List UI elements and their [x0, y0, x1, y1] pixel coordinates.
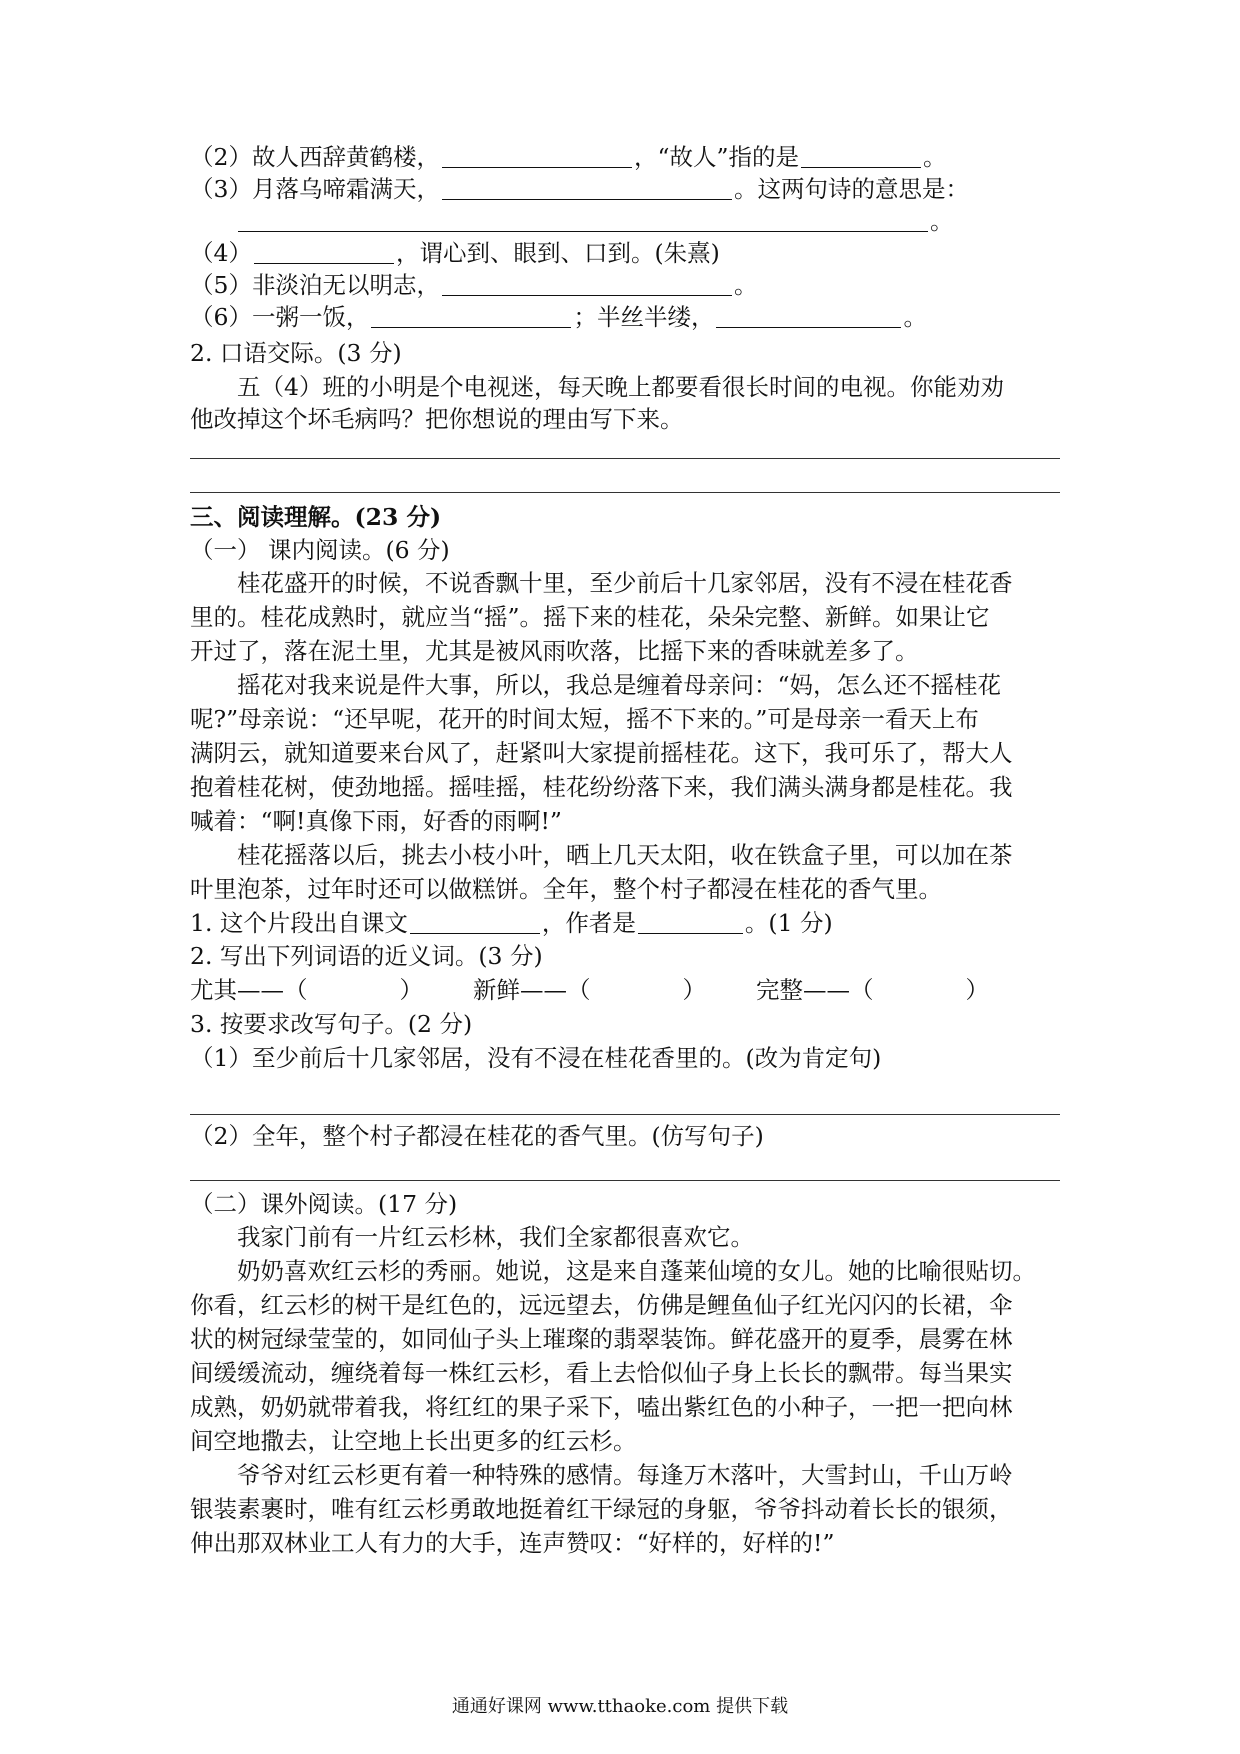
oral-prompt-line: 五（4）班的小明是个电视迷，每天晚上都要看很长时间的电视。你能劝劝 — [237, 373, 1004, 401]
passage-line: 状的树冠绿莹莹的，如同仙子头上璀璨的翡翠装饰。鲜花盛开的夏季，晨雾在林 — [190, 1325, 1013, 1353]
passage-line: 满阴云，就知道要来台风了，赶紧叫大家提前摇桂花。这下，我可乐了，帮大人 — [190, 739, 1013, 767]
passage-line: 桂花摇落以后，挑去小枝小叶，晒上几天太阳，收在铁盒子里，可以加在茶 — [237, 841, 1013, 869]
answer-blank[interactable] — [442, 271, 732, 296]
synonym-item: 完整——（ — [756, 976, 874, 1004]
answer-line[interactable] — [190, 492, 1060, 493]
poem-line-3: （3）月落乌啼霜满天， 。这两句诗的意思是： — [190, 175, 969, 203]
answer-blank[interactable] — [801, 143, 921, 168]
passage-line: 叶里泡茶，过年时还可以做糕饼。全年，整个村子都浸在桂花的香气里。 — [190, 875, 942, 903]
poem-line-4: （4） ，谓心到、眼到、口到。(朱熹) — [190, 239, 720, 267]
passage-line: 成熟，奶奶就带着我，将红红的果子采下，嗑出紫红色的小种子，一把一把向林 — [190, 1393, 1013, 1421]
question-3-2: （2）全年，整个村子都浸在桂花的香气里。(仿写句子) — [190, 1122, 764, 1150]
passage-line: 里的。桂花成熟时，就应当“摇”。摇下来的桂花，朵朵完整、新鲜。如果让它 — [190, 603, 990, 631]
passage-line: 银装素裹时，唯有红云杉勇敢地挺着红干绿冠的身躯，爷爷抖动着长长的银须， — [190, 1495, 1013, 1523]
answer-blank[interactable] — [410, 909, 540, 934]
oral-prompt-line: 他改掉这个坏毛病吗？把你想说的理由写下来。 — [190, 405, 684, 433]
synonym-item: 新鲜——（ — [473, 976, 591, 1004]
poem-line-2: （2）故人西辞黄鹤楼， ，“故人”指的是 。 — [190, 143, 947, 171]
passage-line: 伸出那双林业工人有力的大手，连声赞叹：“好样的，好样的!” — [190, 1529, 835, 1557]
page-footer: 通通好课网 www.tthaoke.com 提供下载 — [451, 1696, 789, 1717]
answer-blank[interactable] — [254, 239, 394, 264]
passage-line: 摇花对我来说是件大事，所以，我总是缠着母亲问：“妈，怎么还不摇桂花 — [237, 671, 1002, 699]
answer-line[interactable] — [190, 1180, 1060, 1181]
passage-line: 呢?”母亲说：“还早呢，花开的时间太短，摇不下来的。”可是母亲一看天上布 — [190, 705, 979, 733]
answer-blank[interactable] — [638, 909, 743, 934]
poem-line-5: （5）非淡泊无以明志， 。 — [190, 271, 758, 299]
passage-line: 间缓缓流动，缠绕着每一株红云杉，看上去恰似仙子身上长长的飘带。每当果实 — [190, 1359, 1013, 1387]
question-1: 1. 这个片段出自课文 ，作者是 。(1 分) — [190, 909, 833, 937]
answer-blank[interactable] — [371, 303, 571, 328]
passage-line: 喊着：“啊!真像下雨，好香的雨啊!” — [190, 807, 562, 835]
answer-blank[interactable] — [716, 303, 901, 328]
answer-line[interactable] — [190, 458, 1060, 459]
part-title: （一） 课内阅读。(6 分) — [190, 536, 450, 564]
passage-line: 间空地撒去，让空地上长出更多的红云杉。 — [190, 1427, 637, 1455]
question-3: 3. 按要求改写句子。(2 分) — [190, 1010, 473, 1038]
synonym-row: 尤其——（ ） 新鲜——（ ） 完整——（ ） — [190, 976, 989, 1004]
answer-blank[interactable] — [442, 175, 732, 200]
passage-line: 爷爷对红云杉更有着一种特殊的感情。每逢万木落叶，大雪封山，千山万岭 — [237, 1461, 1013, 1489]
question-3-1: （1）至少前后十几家邻居，没有不浸在桂花香里的。(改为肯定句) — [190, 1044, 882, 1072]
passage-line: 你看，红云杉的树干是红色的，远远望去，仿佛是鲤鱼仙子红光闪闪的长裙，伞 — [190, 1291, 1013, 1319]
passage-line: 桂花盛开的时候，不说香飘十里，至少前后十几家邻居，没有不浸在桂花香 — [237, 569, 1013, 597]
passage-line: 奶奶喜欢红云杉的秀丽。她说，这是来自蓬莱仙境的女儿。她的比喻很贴切。 — [237, 1257, 1036, 1285]
section-title: 三、阅读理解。(23 分) — [190, 503, 442, 531]
answer-line[interactable] — [190, 1114, 1060, 1115]
answer-blank[interactable] — [442, 143, 632, 168]
synonym-item: 尤其——（ — [190, 976, 308, 1004]
part-title: （二）课外阅读。(17 分) — [190, 1190, 458, 1218]
answer-blank[interactable] — [238, 207, 928, 232]
passage-line: 开过了，落在泥土里，尤其是被风雨吹落，比摇下来的香味就差多了。 — [190, 637, 919, 665]
passage-line: 我家门前有一片红云杉林，我们全家都很喜欢它。 — [237, 1223, 754, 1251]
passage-line: 抱着桂花树，使劲地摇。摇哇摇，桂花纷纷落下来，我们满头满身都是桂花。我 — [190, 773, 1013, 801]
poem-line-6: （6）一粥一饭， ；半丝半缕， 。 — [190, 303, 927, 331]
poem-meaning-line: 。 — [236, 204, 1056, 238]
oral-title: 2. 口语交际。(3 分) — [190, 339, 402, 367]
question-2: 2. 写出下列词语的近义词。(3 分) — [190, 942, 543, 970]
